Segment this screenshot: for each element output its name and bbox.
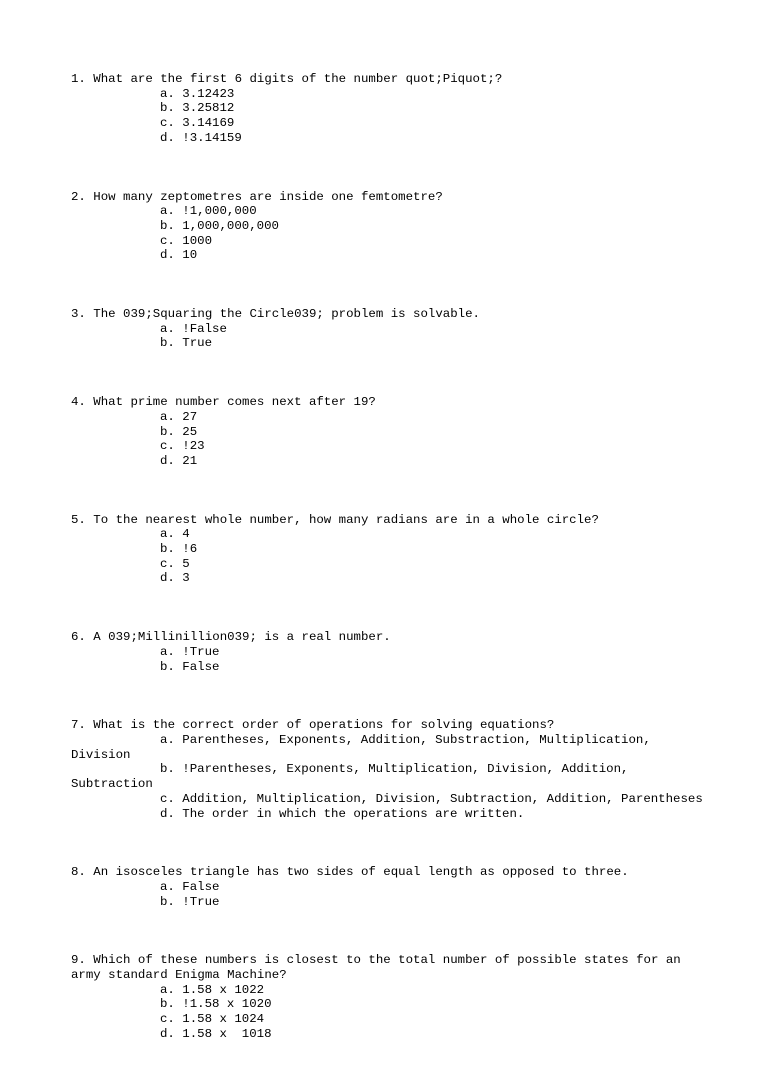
question-2 — [71, 190, 711, 264]
question-3 — [71, 307, 711, 351]
option-b: b. True — [160, 336, 213, 351]
option-c: c. 1000 — [160, 233, 213, 248]
option-list — [71, 645, 711, 674]
option-d: d. !3.14159 — [160, 130, 242, 145]
option-a: a. 1.58 x 1022 — [160, 982, 265, 997]
option-b: b. !1.58 x 1020 — [160, 997, 272, 1012]
document-page — [71, 72, 711, 1086]
option-c: c. 3.14169 — [160, 116, 235, 131]
option-c: c. 1.58 x 1024 — [160, 1012, 265, 1027]
question-5 — [71, 513, 711, 587]
option-list — [71, 410, 711, 469]
option-b: b. !6 — [160, 542, 198, 557]
option-d: d. 21 — [160, 453, 198, 468]
question-text: 9. Which of these numbers is closest to the total number of possible states for an army standard Enigma Machine? — [71, 953, 689, 983]
option-a: a. !True — [160, 644, 220, 659]
option-b: b. !True — [160, 894, 220, 909]
question-text: 7. What is the correct order of operations for solving equations? — [71, 718, 555, 733]
question-1 — [71, 72, 711, 146]
question-6 — [71, 630, 711, 674]
option-list — [71, 204, 711, 263]
question-text: 4. What prime number comes next after 19? — [71, 395, 376, 410]
option-a: a. False — [160, 879, 220, 894]
option-b: b. !Parentheses, Exponents, Multiplication, Division, Addition, Subtraction — [71, 762, 636, 792]
question-8 — [71, 865, 711, 909]
option-list — [71, 87, 711, 146]
option-a: a. 27 — [160, 409, 198, 424]
question-7 — [71, 718, 711, 821]
question-text: 6. A 039;Millinillion039; is a real number. — [71, 630, 391, 645]
option-list — [71, 880, 711, 909]
option-list — [71, 527, 711, 586]
option-list — [71, 733, 711, 821]
option-a: a. 3.12423 — [160, 86, 235, 101]
option-a: a. !False — [160, 321, 227, 336]
option-a: a. !1,000,000 — [160, 204, 257, 219]
option-d: d. 10 — [160, 248, 198, 263]
option-d: d. 1.58 x 1018 — [160, 1026, 272, 1041]
option-c: c. Addition, Multiplication, Division, Subtraction, Addition, Parentheses — [160, 791, 703, 806]
option-d: d. The order in which the operations are written. — [160, 806, 525, 821]
option-list — [71, 322, 711, 351]
question-text: 1. What are the first 6 digits of the number quot;Piquot;? — [71, 72, 503, 86]
question-4 — [71, 395, 711, 469]
option-c: c. 5 — [160, 556, 190, 571]
question-text: 5. To the nearest whole number, how many radians are in a whole circle? — [71, 512, 599, 527]
option-b: b. False — [160, 659, 220, 674]
option-a: a. 4 — [160, 527, 190, 542]
option-b: b. 3.25812 — [160, 101, 235, 116]
question-text: 3. The 039;Squaring the Circle039; problem is solvable. — [71, 307, 480, 322]
question-text: 2. How many zeptometres are inside one femtometre? — [71, 189, 443, 204]
option-b: b. 1,000,000,000 — [160, 218, 279, 233]
question-text: 8. An isosceles triangle has two sides of equal length as opposed to three. — [71, 865, 629, 880]
option-d: d. 3 — [160, 571, 190, 586]
option-c: c. !23 — [160, 439, 205, 454]
option-list — [71, 983, 711, 1042]
question-9 — [71, 953, 711, 1041]
option-b: b. 25 — [160, 424, 198, 439]
option-a: a. Parentheses, Exponents, Addition, Substraction, Multiplication, Division — [71, 732, 659, 762]
